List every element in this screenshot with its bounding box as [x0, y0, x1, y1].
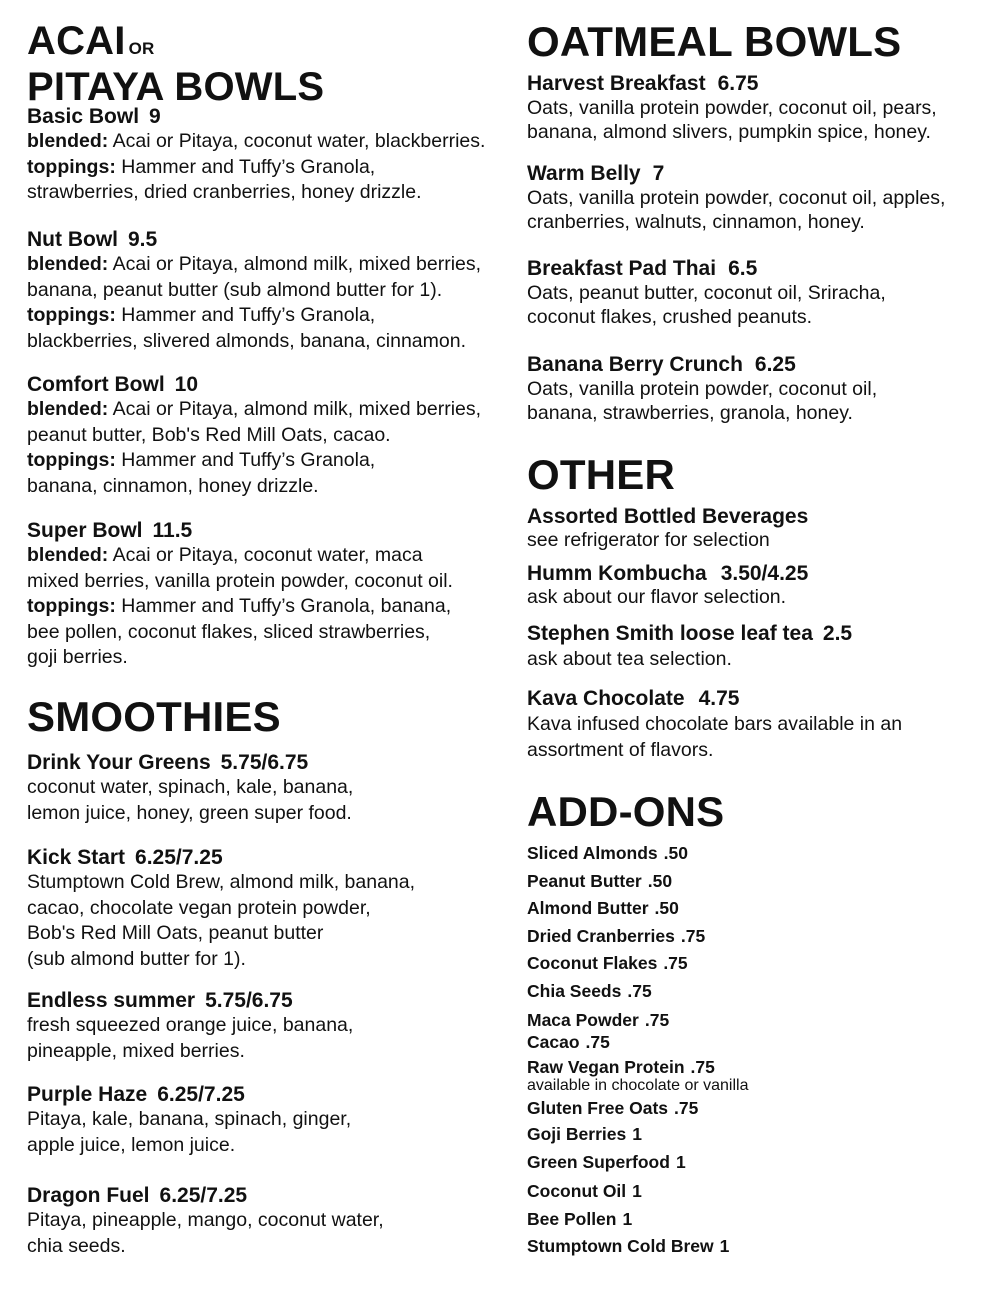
- addon-price: .75: [585, 1032, 610, 1052]
- item-desc-line: Oats, vanilla protein powder, coconut oil, pears,: [527, 97, 937, 119]
- item-name: Kava Chocolate: [527, 687, 685, 710]
- addon-price: .75: [627, 980, 652, 1001]
- acai-title-line2: PITAYA BOWLS: [27, 65, 325, 109]
- item-line-label: blended:: [27, 544, 109, 566]
- addon-price: 1: [622, 1208, 633, 1229]
- menu-item: [527, 687, 902, 763]
- item-price: 11.5: [152, 519, 193, 542]
- smoothies-section-title: SMOOTHIES: [27, 693, 281, 740]
- menu-item: [527, 257, 886, 329]
- item-desc-line: Kava infused chocolate bars available in an: [527, 713, 903, 735]
- item-price: 6.25/7.25: [157, 1083, 245, 1106]
- menu-item: [27, 104, 485, 206]
- item-line-text: goji berries.: [27, 646, 128, 668]
- addon-price: .50: [647, 870, 673, 891]
- item-desc-line: apple juice, lemon juice.: [27, 1133, 236, 1156]
- item-line-text: banana, peanut butter (sub almond butter for 1).: [27, 278, 443, 301]
- item-name: Warm Belly: [527, 162, 641, 185]
- addon-name: Sliced Almonds: [527, 843, 658, 863]
- item-desc-line: (sub almond butter for 1).: [27, 947, 246, 970]
- item-line-text: Hammer and Tuffy’s Granola,: [115, 304, 376, 326]
- item-price: 5.75/6.75: [205, 989, 293, 1012]
- item-price: 6.25/7.25: [159, 1184, 248, 1207]
- addon-item: [527, 895, 748, 923]
- item-desc-line: Oats, vanilla protein powder, coconut oil,: [527, 378, 878, 400]
- item-line-text: strawberries, dried cranberries, honey drizzle.: [27, 181, 422, 203]
- menu-item: [27, 372, 481, 499]
- menu-item: [527, 353, 877, 425]
- item-price: 6.5: [728, 257, 758, 280]
- item-line-text: Hammer and Tuffy’s Granola,: [115, 155, 376, 178]
- item-desc-line: Pitaya, pineapple, mango, coconut water,: [27, 1209, 384, 1231]
- addon-item: [527, 1031, 748, 1053]
- addon-name: Raw Vegan Protein: [527, 1057, 685, 1077]
- addons-section-title: ADD-ONS: [527, 788, 725, 835]
- item-desc-line: banana, strawberries, granola, honey.: [527, 402, 853, 424]
- item-desc-line: coconut flakes, crushed peanuts.: [527, 306, 813, 328]
- item-desc-line: ask about our flavor selection.: [527, 586, 787, 608]
- addon-name: Almond Butter: [527, 898, 649, 918]
- item-line-label: toppings:: [27, 449, 116, 471]
- addon-name: Peanut Butter: [527, 870, 642, 891]
- item-line-text: Acai or Pitaya, almond milk, mixed berries,: [108, 398, 482, 420]
- item-line-text: Acai or Pitaya, coconut water, maca: [108, 544, 423, 566]
- item-line-text: peanut butter, Bob's Red Mill Oats, cacao.: [27, 423, 391, 446]
- addon-item: [527, 1096, 748, 1121]
- acai-title-or: OR: [128, 39, 155, 58]
- addon-name: Chia Seeds: [527, 980, 622, 1001]
- addon-name: Dried Cranberries: [527, 925, 675, 946]
- item-price: 6.75: [717, 72, 759, 95]
- addon-name: Maca Powder: [527, 1010, 639, 1030]
- addon-price: 1: [675, 1151, 686, 1172]
- addon-price: .50: [663, 843, 688, 863]
- menu-item: [27, 1183, 384, 1259]
- item-desc-line: Oats, peanut butter, coconut oil, Sriracha,: [527, 282, 886, 304]
- item-desc-line: Pitaya, kale, banana, spinach, ginger,: [27, 1108, 352, 1130]
- item-desc-line: Stumptown Cold Brew, almond milk, banana,: [27, 871, 416, 893]
- oatmeal-section-title: OATMEAL BOWLS: [527, 18, 902, 65]
- item-line-text: mixed berries, vanilla protein powder, coconut oil.: [27, 569, 453, 592]
- item-desc-line: banana, almond slivers, pumpkin spice, honey.: [527, 121, 931, 143]
- addon-name: Green Superfood: [527, 1151, 670, 1172]
- addon-name: Coconut Oil: [527, 1181, 627, 1201]
- acai-section: [27, 19, 325, 109]
- item-line-text: blackberries, slivered almonds, banana, cinnamon.: [27, 329, 466, 352]
- addon-item: [527, 1121, 748, 1149]
- addon-price: 1: [632, 1181, 642, 1201]
- item-line-label: toppings:: [27, 595, 116, 617]
- menu-item: [527, 72, 937, 144]
- addon-item: [527, 1233, 748, 1261]
- addon-note: available in chocolate or vanilla: [527, 1077, 749, 1094]
- item-price: 5.75/6.75: [220, 751, 309, 774]
- item-desc-line: lemon juice, honey, green super food.: [27, 801, 352, 824]
- addon-price: .75: [674, 1098, 699, 1118]
- item-name: Kick Start: [27, 846, 126, 869]
- addon-price: .75: [663, 953, 688, 973]
- item-price: 3.50/4.25: [720, 562, 809, 585]
- addon-name: Bee Pollen: [527, 1208, 617, 1229]
- item-line-label: blended:: [27, 130, 109, 152]
- item-line-label: toppings:: [27, 155, 116, 178]
- menu-item: [27, 227, 481, 354]
- item-line-text: Acai or Pitaya, coconut water, blackberries.: [108, 130, 486, 152]
- menu-item: [27, 988, 353, 1064]
- other-section-title: OTHER: [527, 451, 675, 498]
- item-name: Banana Berry Crunch: [527, 353, 743, 376]
- menu-item: [527, 622, 852, 672]
- item-name: Purple Haze: [27, 1083, 148, 1106]
- item-name: Dragon Fuel: [27, 1184, 150, 1207]
- addon-item: [527, 840, 748, 868]
- addon-item: [527, 1056, 748, 1078]
- item-desc-line: assortment of flavors.: [527, 739, 714, 761]
- addon-name: Goji Berries: [527, 1124, 627, 1144]
- addons-list: [527, 840, 748, 1261]
- acai-section-title: [27, 19, 324, 68]
- item-desc-line: Bob's Red Mill Oats, peanut butter: [27, 922, 324, 944]
- item-name: Humm Kombucha: [527, 562, 707, 585]
- addon-item: [527, 868, 748, 896]
- menu-item: [527, 562, 808, 608]
- addon-price: .50: [654, 898, 679, 918]
- item-name: Basic Bowl: [27, 105, 140, 128]
- item-name: Stephen Smith loose leaf tea: [527, 622, 813, 645]
- item-line-text: Hammer and Tuffy’s Granola, banana,: [115, 595, 452, 617]
- item-desc-line: chia seeds.: [27, 1234, 126, 1257]
- item-desc-line: Oats, vanilla protein powder, coconut oil, apples,: [527, 187, 946, 209]
- addon-name: Cacao: [527, 1032, 580, 1052]
- menu-item: [27, 750, 353, 826]
- item-line-text: Hammer and Tuffy’s Granola,: [115, 449, 376, 471]
- item-price: 6.25: [754, 353, 796, 376]
- item-desc-line: see refrigerator for selection: [527, 529, 770, 551]
- item-name: Harvest Breakfast: [527, 72, 706, 95]
- menu-item: [527, 505, 808, 551]
- item-line-text: Acai or Pitaya, almond milk, mixed berries,: [108, 253, 482, 275]
- addon-price: .75: [690, 1057, 715, 1077]
- item-name: Nut Bowl: [27, 228, 118, 251]
- addon-item: [527, 978, 748, 1006]
- addon-price: .75: [644, 1010, 670, 1030]
- item-line-label: blended:: [27, 253, 109, 275]
- item-desc-line: ask about tea selection.: [527, 648, 732, 670]
- addon-item: [527, 923, 748, 951]
- menu-item: [527, 162, 945, 234]
- item-desc-line: cacao, chocolate vegan protein powder,: [27, 896, 371, 919]
- item-desc-line: pineapple, mixed berries.: [27, 1039, 245, 1062]
- item-price: 9: [149, 105, 161, 128]
- item-name: Endless summer: [27, 989, 196, 1012]
- item-name: Comfort Bowl: [27, 373, 165, 396]
- addon-price: 1: [719, 1236, 730, 1256]
- addon-price: .75: [680, 925, 706, 946]
- item-desc-line: coconut water, spinach, kale, banana,: [27, 776, 354, 798]
- item-name: Drink Your Greens: [27, 751, 211, 774]
- menu-item: [27, 1082, 351, 1158]
- addon-item: [527, 950, 748, 978]
- item-line-text: banana, cinnamon, honey drizzle.: [27, 474, 319, 497]
- item-price: 6.25/7.25: [135, 846, 223, 869]
- item-name: Assorted Bottled Beverages: [527, 505, 809, 528]
- item-line-label: blended:: [27, 398, 109, 420]
- item-desc-line: fresh squeezed orange juice, banana,: [27, 1014, 354, 1036]
- addon-name: Coconut Flakes: [527, 953, 658, 973]
- menu-item: [27, 518, 453, 671]
- item-name: Super Bowl: [27, 519, 143, 542]
- item-price: 9.5: [127, 228, 158, 251]
- item-name: Breakfast Pad Thai: [527, 257, 717, 280]
- addon-item: [527, 1009, 748, 1031]
- acai-title-main: ACAI: [27, 19, 126, 63]
- addon-item: [527, 1178, 748, 1206]
- item-price: 7: [652, 162, 665, 185]
- item-line-label: toppings:: [27, 304, 116, 326]
- item-desc-line: cranberries, walnuts, cinnamon, honey.: [527, 211, 865, 233]
- addon-name: Gluten Free Oats: [527, 1098, 669, 1118]
- addon-price: 1: [632, 1124, 642, 1144]
- addon-item: [527, 1206, 748, 1234]
- addon-item: [527, 1149, 748, 1177]
- item-line-text: bee pollen, coconut flakes, sliced strawberries,: [27, 620, 431, 643]
- item-price: 2.5: [822, 622, 853, 645]
- item-price: 4.75: [698, 687, 740, 710]
- menu-item: [27, 845, 415, 972]
- addon-name: Stumptown Cold Brew: [527, 1236, 714, 1256]
- item-price: 10: [174, 373, 199, 396]
